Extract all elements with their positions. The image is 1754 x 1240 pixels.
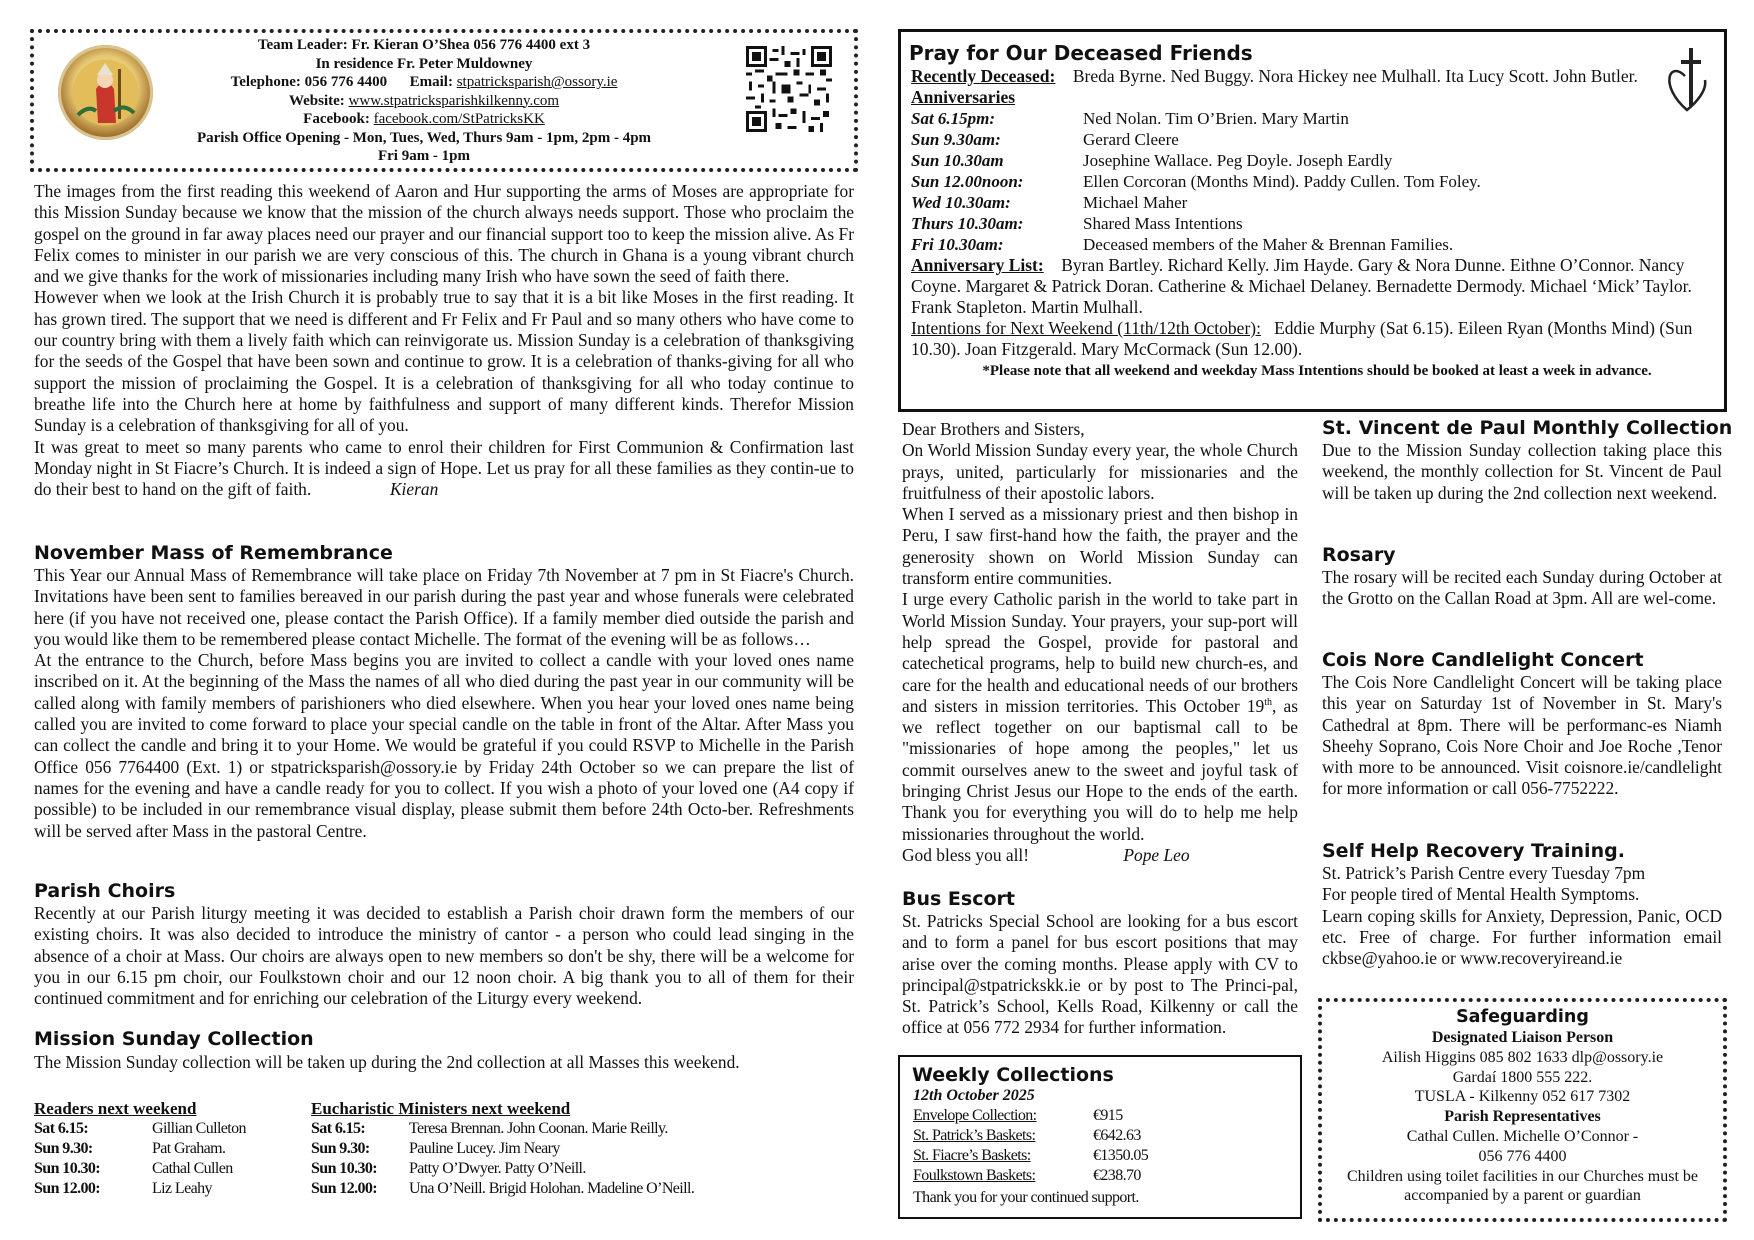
anniversary-row bbox=[911, 150, 1723, 171]
superscript: th bbox=[1264, 697, 1273, 709]
readers-title: Readers next weekend bbox=[34, 1099, 197, 1118]
paragraph: When I served as a missionary priest and then bishop in Peru, I saw first-hand how the faith, the prayer and the generosity shown on World Mission Sunday can transform entire communities. bbox=[902, 504, 1298, 589]
time-cell: Sun 9.30: bbox=[34, 1140, 93, 1157]
email-label: Email: bbox=[409, 74, 453, 90]
section-title-bus-escort: Bus Escort bbox=[902, 888, 1015, 910]
booking-note: *Please note that all weekend and weekday Mass Intentions should be booked at least a week in advance. bbox=[982, 363, 1652, 379]
liaison-contact: Ailish Higgins 085 802 1633 dlp@ossory.ie bbox=[1381, 1048, 1664, 1066]
table-row bbox=[34, 1159, 246, 1179]
collection-amount: €642.63 bbox=[1093, 1127, 1141, 1144]
table-row bbox=[311, 1139, 694, 1159]
name-cell: Gillian Culleton bbox=[152, 1120, 246, 1137]
safeguarding-title: Safeguarding bbox=[1456, 1007, 1589, 1027]
section-title-choirs: Parish Choirs bbox=[34, 880, 176, 902]
qr-code[interactable] bbox=[746, 46, 832, 132]
anniversary-row bbox=[911, 108, 1723, 129]
table-row bbox=[34, 1119, 246, 1139]
anniversary-list bbox=[911, 255, 1723, 318]
deceased-content bbox=[911, 66, 1723, 382]
paragraph: At the entrance to the Church, before Mass begins you are invited to collect a candle with your loved ones name inscribed on it. At the beginning of the Mass the names of all who died during the past year in our community will be called along with family members of parishioners who died elsewhere. When you hear your loved ones name being called you are invited to come forward to place your special candle on the table in front of the Altar. After Mass you can collect the candle and bring it to your Home. We would be grateful if you could RSVP to Michelle in the Parish Office 056 7764400 (Ext. 1) or stpatricksparish@ossory.ie by Friday 24th October so we can prepare the list of names for the evening and have a candle ready for you to collect. If you wish a photo of your loved one (A4 copy if possible) to be included in our remembrance visual display, please submit them before 24th Octo-ber. Refreshments will be served after Mass in the pastoral Centre. bbox=[34, 650, 854, 841]
facebook-label: Facebook: bbox=[303, 111, 370, 127]
anniversary-row bbox=[911, 129, 1723, 150]
name-cell: Liz Leahy bbox=[152, 1180, 212, 1197]
in-residence: In residence Fr. Peter Muldowney bbox=[315, 55, 533, 72]
paragraph: However when we look at the Irish Church it is probably true to say that it is a bit like Moses in the first reading. It has grown tired. The support that we need is different and Fr Felix and Fr Paul and so many others who have come to our country bring with them a lively faith which can reinvigorate us. Mission Sunday is a celebration of thanksgiving for the seeds of the Gospel that have been sown and continue to grow. It is a celebration of thanks-giving for all who support the mission of proclaiming the Gospel. It is a celebration of thanksgiving for all who today continue to breathe life into the Church here at home by faithfulness and support of many different kinds. Therefor Mission Sunday is a celebration of thanksgiving for all of you. bbox=[34, 287, 854, 436]
time-cell: Sun 12.00: bbox=[34, 1180, 101, 1197]
time-cell: Sun 9.30: bbox=[311, 1140, 370, 1157]
paragraph: On World Mission Sunday every year, the whole Church prays, united, particularly for missionaries and the fruitfulness of their apostolic labors. bbox=[902, 440, 1298, 503]
section-title-remembrance: November Mass of Remembrance bbox=[34, 542, 393, 564]
paragraph-text: I urge every Catholic parish in the world to take part in World Mission Sunday. Your prayers, your sup-port will help spread the Gospel, provide for pastoral and catechetical programs, help to build new church-es, and care for the health and educational needs of our brothers and sisters in mission territories. This October 19 bbox=[902, 589, 1298, 716]
children-note: Children using toilet facilities in our Churches must be accompanied by a parent or guardian bbox=[1346, 1167, 1699, 1205]
anniversary-time: Sun 10.30am bbox=[911, 151, 1004, 170]
bus-escort-text bbox=[902, 911, 1298, 1039]
anniversary-time: Sun 12.00noon: bbox=[911, 172, 1024, 191]
time-cell: Sat 6.15: bbox=[311, 1120, 366, 1137]
signature: Pope Leo bbox=[1123, 844, 1190, 865]
anniversary-time: Sat 6.15pm: bbox=[911, 109, 996, 128]
collection-label: Envelope Collection: bbox=[913, 1107, 1037, 1124]
intentions-label: Intentions for Next Weekend (11th/12th October): bbox=[911, 318, 1261, 338]
paragraph: Learn coping skills for Anxiety, Depression, Panic, OCD etc. Free of charge. For further information email ckbse@yahoo.ie or www.recoveryireand.ie bbox=[1322, 905, 1722, 969]
reps-names: Cathal Cullen. Michelle O’Connor - bbox=[1406, 1127, 1639, 1145]
anniversary-time: Thurs 10.30am: bbox=[911, 214, 1024, 233]
collections-list bbox=[913, 1106, 1148, 1186]
ministers-table bbox=[311, 1099, 741, 1199]
collection-amount: €238.70 bbox=[1093, 1167, 1141, 1184]
anniversary-row bbox=[911, 171, 1723, 192]
anniversary-time: Fri 10.30am: bbox=[911, 235, 1004, 254]
collection-amount: €1350.05 bbox=[1093, 1147, 1149, 1164]
weekly-collections-title: Weekly Collections bbox=[912, 1064, 1114, 1086]
anniversary-row bbox=[911, 192, 1723, 213]
facebook-line bbox=[134, 110, 714, 129]
anniversary-list-names: Byran Bartley. Richard Kelly. Jim Hayde. Gary & Nora Dunne. Eithne O’Connor. Nancy Coyne. Margaret & Patrick Doran. Catherine & Michael Delaney. Bernadette Dermody. Michael ‘Mick’ Taylor. Frank Stapleton. Martin Mulhall. bbox=[911, 255, 1692, 317]
signature: Kieran bbox=[389, 479, 439, 500]
time-cell: Sat 6.15: bbox=[34, 1120, 89, 1137]
weekly-collections-box bbox=[898, 1055, 1302, 1219]
table-row bbox=[34, 1139, 246, 1159]
header-contact-text bbox=[134, 36, 714, 166]
telephone-email-line bbox=[134, 73, 714, 92]
deceased-box bbox=[898, 29, 1727, 412]
paragraph bbox=[34, 437, 854, 501]
next-weekend-intentions bbox=[911, 318, 1723, 360]
table-row bbox=[311, 1119, 694, 1139]
mission-collection-text bbox=[34, 1052, 854, 1073]
team-leader: Team Leader: Fr. Kieran O’Shea 056 776 4400 ext 3 bbox=[257, 37, 591, 53]
table-row bbox=[913, 1126, 1148, 1146]
paragraph: Due to the Mission Sunday collection taking place this weekend, the monthly collection for St. Vincent de Paul will be taken up during the 2nd collection next weekend. bbox=[1322, 440, 1722, 503]
section-title-cois-nore: Cois Nore Candlelight Concert bbox=[1322, 649, 1644, 671]
collection-label: St. Fiacre’s Baskets: bbox=[913, 1147, 1031, 1164]
deceased-title: Pray for Our Deceased Friends bbox=[909, 41, 1253, 65]
website-line bbox=[134, 92, 714, 111]
paragraph: This Year our Annual Mass of Remembrance will take place on Friday 7th November at 7 pm in St Fiacre's Church. Invitations have been sent to families bereaved in our parish during the past year and whose funerals were celebrated here (if you have not received one, please contact the Parish Office). If a family member died outside the parish and you would like them to be remembered please contact Michelle. The format of the evening will be as follows… bbox=[34, 565, 854, 649]
anniversary-names: Gerard Cleere bbox=[1083, 130, 1179, 149]
name-cell: Patty O’Dwyer. Patty O’Neill. bbox=[409, 1160, 586, 1177]
greeting: Dear Brothers and Sisters, bbox=[902, 419, 1085, 439]
tusla-contact: TUSLA - Kilkenny 052 617 7302 bbox=[1414, 1088, 1631, 1106]
email-link[interactable]: stpatricksparish@ossory.ie bbox=[456, 74, 618, 90]
svp-text bbox=[1322, 440, 1722, 504]
gardai-contact: Gardaí 1800 555 222. bbox=[1452, 1068, 1593, 1086]
paragraph: The rosary will be recited each Sunday during October at the Grotto on the Callan Road at 3pm. All are wel-come. bbox=[1322, 567, 1722, 609]
table-row bbox=[34, 1179, 246, 1199]
name-cell: Cathal Cullen bbox=[152, 1160, 233, 1177]
liaison-title: Designated Liaison Person bbox=[1431, 1029, 1614, 1046]
safeguarding-content bbox=[1322, 1007, 1723, 1206]
collection-label: Foulkstown Baskets: bbox=[913, 1167, 1036, 1184]
anniversary-names: Ned Nolan. Tim O’Brien. Mary Martin bbox=[1083, 109, 1349, 128]
paragraph-text: , as we reflect together on our baptismal call to be "missionaries of hope among the peoples," let us commit ourselves anew to the sweet and joyful task of bringing Christ Jesus our Hope to the ends of the earth. Thank you for everything you will do to help me help missionaries throughout the world. bbox=[902, 695, 1298, 844]
paragraph bbox=[902, 589, 1298, 845]
anniversary-names: Ellen Corcoran (Months Mind). Paddy Cullen. Tom Foley. bbox=[1083, 172, 1481, 191]
table-row bbox=[913, 1106, 1148, 1126]
collection-label: St. Patrick’s Baskets: bbox=[913, 1127, 1036, 1144]
anniversary-names: Shared Mass Intentions bbox=[1083, 214, 1243, 233]
remembrance-text bbox=[34, 565, 854, 842]
safeguarding-box bbox=[1318, 998, 1727, 1222]
office-hours-1: Parish Office Opening - Mon, Tues, Wed, Thurs 9am - 1pm, 2pm - 4pm bbox=[196, 129, 652, 146]
collection-date: 12th October 2025 bbox=[913, 1087, 1035, 1104]
ministers-title: Eucharistic Ministers next weekend bbox=[311, 1099, 571, 1118]
recently-deceased-label: Recently Deceased: bbox=[911, 66, 1056, 86]
mission-reflection bbox=[34, 181, 854, 500]
collection-amount: €915 bbox=[1093, 1107, 1123, 1124]
website-label: Website: bbox=[288, 92, 345, 109]
paragraph-text: It was great to meet so many parents who came to enrol their children for First Communion & Confirmation last Monday night in St Fiacre’s Church. It is indeed a sign of Hope. Let us pray for all these families as they contin-ue to do their best to hand on the gift of faith. bbox=[34, 436, 854, 500]
anniversary-names: Josephine Wallace. Peg Doyle. Joseph Eardly bbox=[1083, 151, 1393, 170]
paragraph: The Mission Sunday collection will be taken up during the 2nd collection at all Masses this weekend. bbox=[34, 1052, 740, 1072]
rosary-text bbox=[1322, 567, 1722, 610]
table-row bbox=[913, 1166, 1148, 1186]
closing bbox=[902, 845, 1298, 866]
section-title-self-help: Self Help Recovery Training. bbox=[1322, 840, 1625, 862]
collections-thanks: Thank you for your continued support. bbox=[913, 1189, 1139, 1206]
reps-title: Parish Representatives bbox=[1444, 1108, 1601, 1126]
anniversaries-label: Anniversaries bbox=[911, 87, 1016, 107]
name-cell: Pauline Lucey. Jim Neary bbox=[409, 1140, 560, 1157]
time-cell: Sun 12.00: bbox=[311, 1180, 378, 1197]
name-cell: Teresa Brennan. John Coonan. Marie Reilly. bbox=[409, 1120, 668, 1137]
choirs-text bbox=[34, 903, 854, 1009]
table-row bbox=[311, 1159, 694, 1179]
line: For people tired of Mental Health Symptoms. bbox=[1322, 884, 1640, 905]
parish-header-box bbox=[30, 29, 858, 172]
anniversary-names: Michael Maher bbox=[1083, 193, 1188, 212]
time-cell: Sun 10.30: bbox=[311, 1160, 378, 1177]
name-cell: Una O’Neill. Brigid Holohan. Madeline O’Neill. bbox=[409, 1180, 695, 1197]
section-title-svp: St. Vincent de Paul Monthly Collection bbox=[1322, 417, 1733, 439]
facebook-link[interactable]: facebook.com/StPatricksKK bbox=[373, 111, 545, 127]
paragraph: The Cois Nore Candlelight Concert will be taking place this year on Saturday 1st of November in St. Mary's Cathedral at 8pm. There will be performanc-es Niamh Sheehy Soprano, Cois Nore Choir and Joe Roche ,Tenor with more to be announced. Visit coisnore.ie/candlelight for more information or call 056-7752222. bbox=[1322, 672, 1722, 799]
anniversary-time: Wed 10.30am: bbox=[911, 193, 1011, 212]
ministers-list bbox=[311, 1119, 694, 1199]
paragraph: Recently at our Parish liturgy meeting it was decided to establish a Parish choir drawn form the members of our existing choirs. It was also decided to introduce the ministry of cantor - a person who could lead singing in the absence of a choir at Mass. Our choirs are always open to new members so don't be shy, there will be a welcome for you in our 6.15 pm choir, our Foulkstown choir and our 12 noon choir. A big thank you to all of them for their continued commitment and for enriching our celebration of the Liturgy every weekend. bbox=[34, 903, 854, 1009]
recently-deceased-names: Breda Byrne. Ned Buggy. Nora Hickey nee Mulhall. Ita Lucy Scott. John Butler. bbox=[1072, 66, 1638, 86]
time-cell: Sun 10.30: bbox=[34, 1160, 101, 1177]
cois-nore-text bbox=[1322, 672, 1722, 800]
table-row bbox=[311, 1179, 694, 1199]
readers-table bbox=[34, 1099, 294, 1199]
anniversary-list-label: Anniversary List: bbox=[911, 255, 1044, 275]
website-link[interactable]: www.stpatricksparishkilkenny.com bbox=[348, 92, 560, 109]
line: St. Patrick’s Parish Centre every Tuesday 7pm bbox=[1322, 863, 1646, 883]
anniversary-row bbox=[911, 213, 1723, 234]
reps-phone: 056 776 4400 bbox=[1478, 1147, 1567, 1165]
name-cell: Pat Graham. bbox=[152, 1140, 226, 1157]
office-hours-2: Fri 9am - 1pm bbox=[377, 148, 471, 164]
section-title-mission-collection: Mission Sunday Collection bbox=[34, 1028, 314, 1050]
paragraph: The images from the first reading this weekend of Aaron and Hur supporting the arms of Moses are appropriate for this Mission Sunday because we know that the mission of the church always needs support. Those who proclaim the gospel on the ground in far away places need our prayer and our financial support too to keep the mission alive. As Fr Felix comes to minister in our parish we are very conscious of this. The church in Ghana is a young vibrant church and we give thanks for the work of missionaries including many Irish who have sown the seed of faith there. bbox=[34, 181, 854, 287]
anniversary-row bbox=[911, 234, 1723, 255]
paragraph: St. Patricks Special School are looking for a bus escort and to form a panel for bus escort positions that may arise over the coming months. Please apply with CV to principal@stpatrickskk.ie or by post to The Princi-pal, St. Patrick’s School, Kells Road, Kilkenny or call the office at 056 772 2934 for further information. bbox=[902, 911, 1298, 1038]
telephone: Telephone: 056 776 4400 bbox=[230, 74, 388, 90]
pope-letter bbox=[902, 419, 1298, 866]
intentions-names: Eddie Murphy (Sat 6.15). Eileen Ryan (Months Mind) (Sun 10.30). Joan Fitzgerald. Mary McCormack (Sun 12.00). bbox=[911, 318, 1693, 359]
recently-deceased bbox=[911, 66, 1663, 87]
table-row bbox=[913, 1146, 1148, 1166]
anniversary-names: Deceased members of the Maher & Brennan Families. bbox=[1083, 235, 1454, 254]
section-title-rosary: Rosary bbox=[1322, 544, 1396, 566]
self-help-text bbox=[1322, 863, 1722, 969]
closing-text: God bless you all! bbox=[902, 844, 1030, 865]
readers-list bbox=[34, 1119, 246, 1199]
anniversary-time: Sun 9.30am: bbox=[911, 130, 1001, 149]
